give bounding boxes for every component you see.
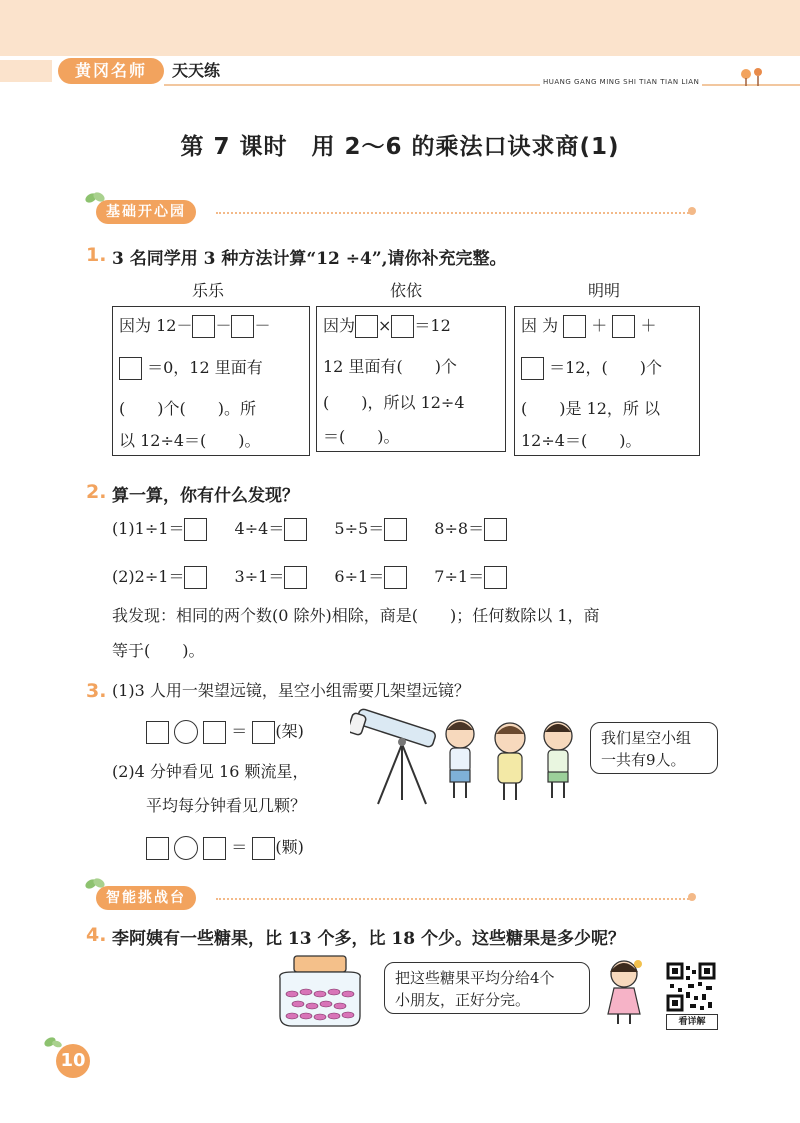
header-background [0,0,800,56]
q2-text: 算一算，你有什么发现？ [112,486,299,506]
operator-circle[interactable] [174,720,198,744]
lele-line4: 以 12÷4＝( )。 [119,431,261,450]
name-lele: 乐乐 [192,281,225,300]
plus-sign: ＋ [640,316,657,335]
expr: 5÷5＝ [334,519,385,538]
bubble-line2: 小朋友，正好分完。 [395,991,531,1009]
row-label: (1) [112,519,135,538]
q3-equation1 [146,720,304,744]
answer-box[interactable] [612,315,635,338]
q1-number: 1. [86,244,107,266]
qr-code-icon[interactable] [666,962,716,1012]
answer-box[interactable] [184,518,207,541]
answer-box[interactable] [252,837,275,860]
q2-finding-line2: 等于( )。 [112,641,205,660]
answer-box[interactable] [284,566,307,589]
q4-number: 4. [86,924,107,946]
equals-sign: ＝ [231,721,248,741]
answer-box[interactable] [355,315,378,338]
brand-subtitle: 天天练 [172,61,221,80]
expr: 7÷1＝ [434,567,485,586]
answer-box[interactable] [192,315,215,338]
equals-twelve: ＝12 [414,316,451,335]
yiyi-line3: ( )，所以 12÷4 [323,393,465,412]
lele-line2: ＝0，12 里面有 [147,358,263,377]
girl-illustration [596,956,652,1026]
answer-box[interactable] [563,315,586,338]
answer-box[interactable] [521,357,544,380]
q3-part2-line1: (2)4 分钟看见 16 颗流星， [112,762,309,781]
section-divider [216,212,692,214]
answer-box[interactable] [146,721,169,744]
expr: 6÷1＝ [334,567,385,586]
bubble-line1: 我们星空小组 [601,729,692,747]
minus-sign: － [254,316,271,335]
mingming-line2: ＝12，( )个 [549,358,662,377]
q2-finding-line1: 我发现：相同的两个数(0 除外)相除，商是( )；任何数除以 1，商 [112,606,600,625]
answer-box[interactable] [384,518,407,541]
page-number: 10 [56,1044,90,1078]
yiyi-line4: ＝( )。 [323,427,400,446]
yiyi-line1: 因为 [323,316,356,335]
q2-row1 [112,518,507,541]
divider-dot [688,207,696,215]
q3-equation2 [146,836,304,860]
answer-box[interactable] [484,518,507,541]
name-yiyi: 依依 [390,281,423,300]
lele-line1: 因为 12－ [119,316,193,335]
lele-line3: ( )个( )。所 [119,399,256,418]
yiyi-card [316,306,506,452]
answer-box[interactable] [384,566,407,589]
q4-text: 李阿姨有一些糖果，比 13 个多，比 18 个少。这些糖果是多少呢？ [112,929,625,949]
mingming-line3: ( )是 12，所 以 [521,399,661,418]
q2-number: 2. [86,481,107,503]
candy-jar-icon [270,954,370,1028]
section-basic: 基础开心园 [96,200,196,224]
header-rule [164,84,800,86]
answer-box[interactable] [184,566,207,589]
unit-label: (颗) [275,837,304,857]
expr: 8÷8＝ [434,519,485,538]
answer-box[interactable] [119,357,142,380]
answer-box[interactable] [231,315,254,338]
equals-sign: ＝ [231,837,248,857]
operator-circle[interactable] [174,836,198,860]
plus-sign: ＋ [591,316,608,335]
divider-dot [688,893,696,901]
bubble-line2: 一共有9人。 [601,751,686,769]
children-illustration [438,716,588,804]
mingming-line1: 因 为 [521,316,559,335]
q3-speech-bubble [590,722,718,774]
telescope-icon [350,708,450,808]
expr: 4÷4＝ [234,519,285,538]
page-title: 第 7 课时 用 2～6 的乘法口诀求商(1) [180,134,620,160]
section-challenge: 智能挑战台 [96,886,196,910]
q3-part2-line2: 平均每分钟看见几颗？ [146,796,307,815]
expr: 1÷1＝ [134,519,185,538]
name-mingming: 明明 [588,281,621,300]
row-label: (2) [112,567,135,586]
brand-logo: 黄冈名师 [58,58,164,84]
q3-part1: (1)3 人用一架望远镜，星空小组需要几架望远镜？ [112,681,470,700]
q1-text: 3 名同学用 3 种方法计算“12 ÷4”,请你补充完整。 [112,249,507,269]
mingming-line4: 12÷4＝( )。 [521,431,642,450]
answer-box[interactable] [203,721,226,744]
answer-box[interactable] [284,518,307,541]
q2-row2 [112,566,507,589]
section-divider [216,898,692,900]
answer-box[interactable] [203,837,226,860]
answer-box[interactable] [484,566,507,589]
q4-speech-bubble [384,962,590,1014]
unit-label: (架) [275,721,304,741]
expr: 2÷1＝ [134,567,185,586]
lele-card [112,306,310,456]
yiyi-line2: 12 里面有( )个 [323,357,457,376]
bubble-line1: 把这些糖果平均分给4个 [395,969,555,987]
tree-icon [738,66,768,86]
header-english: HUANG GANG MING SHI TIAN TIAN LIAN [540,78,702,86]
mingming-card [514,306,700,456]
expr: 3÷1＝ [234,567,285,586]
times-sign: × [378,316,392,335]
answer-box[interactable] [146,837,169,860]
answer-box[interactable] [391,315,414,338]
answer-box[interactable] [252,721,275,744]
q3-number: 3. [86,680,107,702]
header-left-bar [0,60,52,82]
qr-label: 看详解 [666,1014,718,1030]
minus-sign: － [215,316,232,335]
